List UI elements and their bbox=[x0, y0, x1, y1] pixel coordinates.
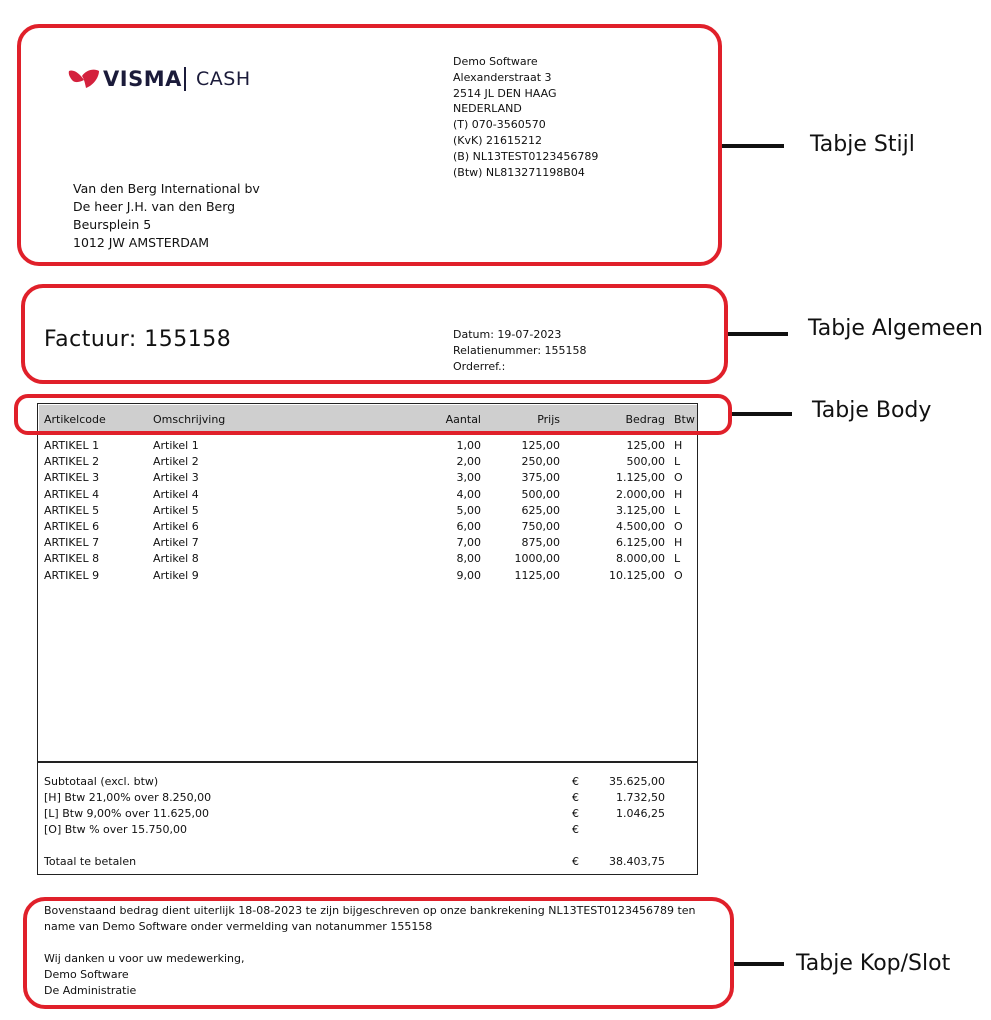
totals-line-currency: € bbox=[572, 791, 579, 804]
row-quantity: 5,00 bbox=[456, 503, 481, 517]
invoice-table-frame bbox=[37, 403, 698, 875]
row-code: ARTIKEL 6 bbox=[44, 520, 100, 533]
row-vat: H bbox=[674, 439, 683, 452]
logo-product-text: CASH bbox=[196, 68, 251, 90]
row-price: 625,00 bbox=[521, 503, 560, 517]
row-description: Artikel 3 bbox=[153, 471, 199, 485]
row-vat: H bbox=[674, 487, 683, 501]
row-amount: 125,00 bbox=[626, 439, 665, 452]
row-quantity: 9,00 bbox=[456, 568, 481, 582]
row-code: ARTIKEL 3 bbox=[44, 471, 100, 485]
row-description: Artikel 8 bbox=[153, 552, 199, 566]
company-line: (KvK) 21615212 bbox=[453, 133, 543, 147]
invoice-number: 155158 bbox=[144, 327, 232, 352]
table-totals-divider bbox=[38, 761, 697, 763]
row-code: ARTIKEL 1 bbox=[44, 439, 100, 452]
callout-line-stijl bbox=[722, 144, 784, 148]
row-vat: L bbox=[674, 552, 681, 566]
company-line: (T) 070-3560570 bbox=[453, 118, 546, 132]
invoice-relation-number: Relatienummer: 155158 bbox=[453, 343, 587, 357]
row-description: Artikel 2 bbox=[153, 455, 199, 469]
invoice-order-ref: Orderref.: bbox=[453, 359, 506, 373]
header-code: Artikelcode bbox=[44, 413, 106, 426]
row-amount: 1.125,00 bbox=[616, 471, 665, 485]
row-description: Artikel 5 bbox=[153, 503, 199, 517]
annotation-box-body bbox=[14, 394, 732, 435]
totals-line-label: [L] Btw 9,00% over 11.625,00 bbox=[44, 807, 210, 820]
header-price: Prijs bbox=[537, 413, 560, 426]
recipient-line: De heer J.H. van den Berg bbox=[73, 199, 236, 214]
callout-kopslot: Tabje Kop/Slot bbox=[796, 951, 951, 976]
invoice-title-label: Factuur: bbox=[44, 327, 137, 352]
row-code: ARTIKEL 5 bbox=[44, 503, 100, 517]
callout-algemeen: Tabje Algemeen bbox=[808, 316, 983, 341]
row-amount: 500,00 bbox=[626, 455, 665, 469]
header-quantity: Aantal bbox=[445, 413, 481, 426]
totals-line-value: 1.732,50 bbox=[616, 791, 665, 804]
totals-line-label: Subtotaal (excl. btw) bbox=[44, 775, 159, 788]
row-description: Artikel 9 bbox=[153, 568, 199, 582]
row-vat: O bbox=[674, 568, 683, 582]
footer-line: Bovenstaand bedrag dient uiterlijk 18-08-2023 te zijn bijgeschreven op onze bankrekening NL13TEST0123456789 ten bbox=[44, 904, 696, 917]
row-description: Artikel 1 bbox=[153, 439, 199, 452]
row-description: Artikel 7 bbox=[153, 536, 199, 550]
row-quantity: 3,00 bbox=[456, 471, 481, 485]
footer-line: De Administratie bbox=[44, 984, 137, 997]
visma-cash-logo bbox=[68, 66, 258, 94]
invoice-title bbox=[44, 327, 231, 352]
row-price: 1125,00 bbox=[514, 568, 560, 582]
visma-logo-icon bbox=[68, 68, 100, 90]
row-amount: 4.500,00 bbox=[616, 520, 665, 533]
row-code: ARTIKEL 8 bbox=[44, 552, 100, 566]
row-amount: 2.000,00 bbox=[616, 487, 665, 501]
row-code: ARTIKEL 9 bbox=[44, 568, 100, 582]
row-vat: L bbox=[674, 503, 681, 517]
footer-line: Wij danken u voor uw medewerking, bbox=[44, 952, 245, 965]
totals-line-currency: € bbox=[572, 775, 579, 788]
company-address bbox=[453, 54, 598, 180]
row-quantity: 7,00 bbox=[456, 536, 481, 550]
row-vat: H bbox=[674, 536, 683, 550]
row-quantity: 2,00 bbox=[456, 455, 481, 469]
logo-separator bbox=[184, 67, 186, 91]
callout-line-body bbox=[732, 412, 792, 416]
row-price: 500,00 bbox=[521, 487, 560, 501]
row-amount: 8.000,00 bbox=[616, 552, 665, 566]
logo-brand-text: VISMA bbox=[103, 67, 182, 91]
grand-total-currency: € bbox=[572, 855, 579, 868]
recipient-line: Beursplein 5 bbox=[73, 217, 152, 232]
recipient-address bbox=[73, 180, 260, 252]
row-price: 750,00 bbox=[521, 520, 560, 533]
row-vat: O bbox=[674, 520, 683, 533]
company-line: NEDERLAND bbox=[453, 102, 522, 116]
row-price: 250,00 bbox=[521, 455, 560, 469]
company-line: 2514 JL DEN HAAG bbox=[453, 86, 557, 100]
row-quantity: 8,00 bbox=[456, 552, 481, 566]
row-price: 375,00 bbox=[521, 471, 560, 485]
totals-line-currency: € bbox=[572, 823, 579, 836]
row-vat: L bbox=[674, 455, 681, 469]
row-description: Artikel 4 bbox=[153, 487, 199, 501]
row-quantity: 6,00 bbox=[456, 520, 481, 533]
footer-line: name van Demo Software onder vermelding van notanummer 155158 bbox=[44, 920, 433, 933]
totals-line-label: [H] Btw 21,00% over 8.250,00 bbox=[44, 791, 212, 804]
callout-line-algemeen bbox=[728, 332, 788, 336]
row-price: 125,00 bbox=[521, 439, 560, 452]
footer-line-blank bbox=[44, 935, 696, 951]
invoice-date: Datum: 19-07-2023 bbox=[453, 328, 562, 341]
row-vat: O bbox=[674, 471, 683, 485]
row-amount: 10.125,00 bbox=[609, 568, 665, 582]
row-description: Artikel 6 bbox=[153, 520, 199, 533]
callout-body: Tabje Body bbox=[812, 398, 932, 423]
totals-line-currency: € bbox=[572, 807, 579, 820]
company-line: (B) NL13TEST0123456789 bbox=[453, 149, 599, 163]
header-amount: Bedrag bbox=[625, 413, 665, 426]
company-line: Alexanderstraat 3 bbox=[453, 70, 552, 84]
row-code: ARTIKEL 2 bbox=[44, 455, 100, 469]
recipient-line: 1012 JW AMSTERDAM bbox=[73, 235, 210, 250]
row-quantity: 4,00 bbox=[456, 487, 481, 501]
invoice-meta bbox=[453, 327, 587, 374]
row-code: ARTIKEL 7 bbox=[44, 536, 100, 550]
company-line: (Btw) NL813271198B04 bbox=[453, 165, 585, 179]
row-price: 875,00 bbox=[521, 536, 560, 550]
grand-total-label: Totaal te betalen bbox=[44, 855, 137, 868]
row-price: 1000,00 bbox=[514, 552, 560, 566]
totals-line-label: [O] Btw % over 15.750,00 bbox=[44, 823, 188, 836]
callout-stijl: Tabje Stijl bbox=[810, 132, 915, 157]
totals-line-value: 35.625,00 bbox=[609, 775, 665, 788]
footer-line: Demo Software bbox=[44, 968, 129, 981]
row-amount: 3.125,00 bbox=[616, 503, 665, 517]
header-vat: Btw bbox=[674, 413, 695, 426]
row-code: ARTIKEL 4 bbox=[44, 487, 100, 501]
row-amount: 6.125,00 bbox=[616, 536, 665, 550]
totals-line-value: 1.046,25 bbox=[616, 807, 665, 820]
company-line: Demo Software bbox=[453, 55, 538, 68]
row-quantity: 1,00 bbox=[456, 439, 481, 452]
recipient-line: Van den Berg International bv bbox=[73, 181, 260, 196]
grand-total-value: 38.403,75 bbox=[609, 855, 665, 868]
callout-line-kopslot bbox=[734, 962, 784, 966]
header-description: Omschrijving bbox=[153, 413, 226, 426]
footer-text bbox=[44, 903, 696, 999]
